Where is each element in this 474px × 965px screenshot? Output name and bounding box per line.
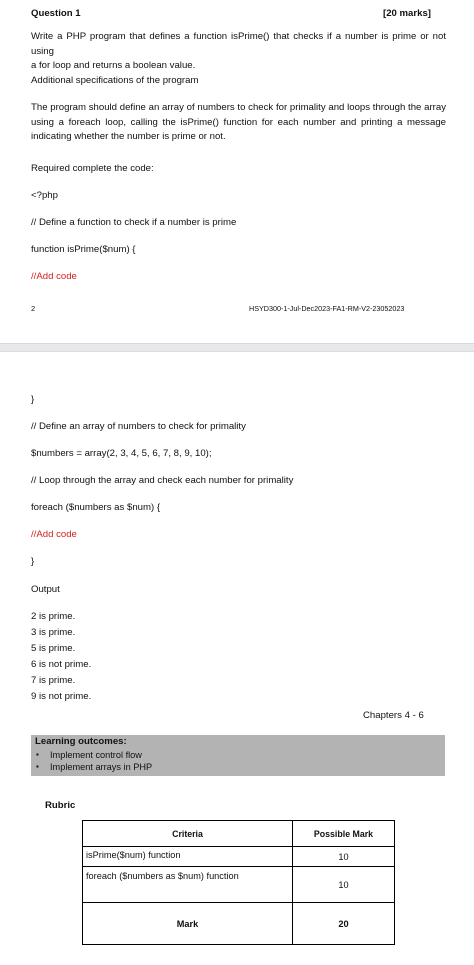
output-list [31, 609, 91, 705]
output-line: 2 is prime. [31, 611, 76, 622]
criteria-cell: foreach ($numbers as $num) function [83, 867, 293, 903]
mark-cell: 10 [293, 847, 395, 867]
spec-heading: Additional specifications of the program [31, 75, 199, 86]
table-header-row [83, 821, 395, 847]
code-close-brace: } [31, 394, 35, 405]
marks-label: [20 marks] [383, 8, 431, 19]
spec-line: using a foreach loop, calling the isPrime() function for each number and printing a message [31, 116, 446, 128]
total-value-cell: 20 [293, 903, 395, 945]
learning-outcome-item: ▪ Implement control flow [35, 749, 152, 761]
output-line: 3 is prime. [31, 627, 76, 638]
rubric-table [82, 820, 395, 945]
chapters-label: Chapters 4 - 6 [363, 710, 424, 721]
output-line: 6 is not prime. [31, 659, 92, 670]
table-total-row [83, 903, 395, 945]
output-line: 9 is not prime. [31, 691, 92, 702]
rubric-heading: Rubric [45, 800, 76, 811]
page-number: 2 [31, 304, 36, 313]
document-footer-code: HSYD300-1-Jul-Dec2023-FA1-RM-V2-23052023 [249, 304, 405, 313]
code-add-code-placeholder: //Add code [31, 271, 77, 282]
code-close-brace: } [31, 556, 35, 567]
page-break [0, 343, 474, 352]
code-comment-define-function: // Define a function to check if a number is prime [31, 217, 237, 228]
output-label: Output [31, 584, 60, 595]
learning-outcomes-box [31, 735, 445, 776]
learning-outcomes-list [35, 749, 152, 773]
code-add-code-placeholder: //Add code [31, 529, 77, 540]
mark-cell: 10 [293, 867, 395, 903]
code-foreach-line: foreach ($numbers as $num) { [31, 502, 161, 513]
intro-line: Write a PHP program that defines a function isPrime() that checks if a number is prime or not using [31, 31, 446, 57]
total-label-cell: Mark [83, 903, 293, 945]
required-label: Required complete the code: [31, 163, 154, 174]
table-row [83, 847, 395, 867]
output-line: 7 is prime. [31, 675, 76, 686]
code-php-open: <?php [31, 190, 58, 201]
question-title: Question 1 [31, 8, 81, 19]
spec-paragraph [31, 101, 446, 145]
code-function-declaration: function isPrime($num) { [31, 244, 136, 255]
code-comment-loop: // Loop through the array and check each number for primality [31, 475, 294, 486]
column-header-possible-mark: Possible Mark [293, 821, 395, 847]
spec-line: The program should define an array of numbers to check for primality and loops through the array [31, 102, 446, 113]
intro-paragraph [31, 30, 446, 74]
learning-outcome-item: ▪ Implement arrays in PHP [35, 761, 152, 773]
spec-line: indicating whether the number is prime or not. [31, 131, 226, 142]
code-comment-array: // Define an array of numbers to check for primality [31, 421, 246, 432]
intro-line: a for loop and returns a boolean value. [31, 60, 196, 71]
table-row [83, 867, 395, 903]
output-line: 5 is prime. [31, 643, 76, 654]
code-array-definition: $numbers = array(2, 3, 4, 5, 6, 7, 8, 9, 10); [31, 448, 212, 459]
learning-outcomes-heading: Learning outcomes: [35, 736, 127, 747]
column-header-criteria: Criteria [83, 821, 293, 847]
criteria-cell: isPrime($num) function [83, 847, 293, 867]
